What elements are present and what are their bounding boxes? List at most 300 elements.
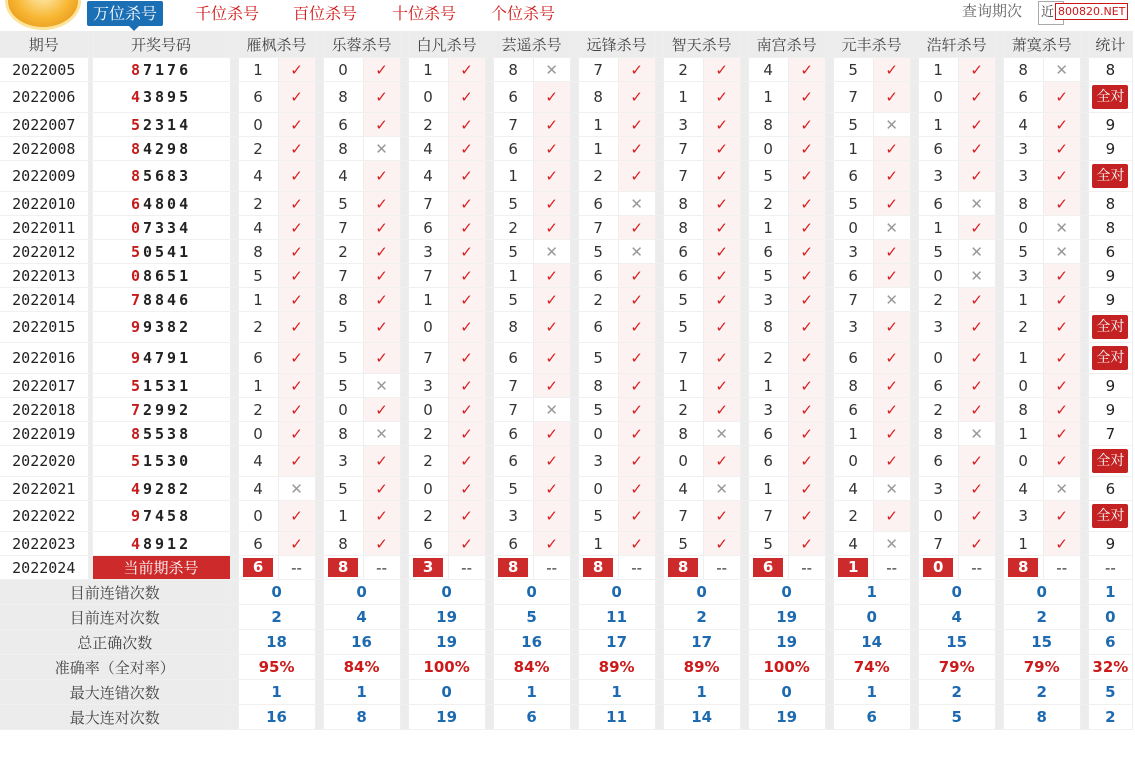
column-gap — [1080, 31, 1088, 58]
check-icon: ✓ — [533, 422, 570, 446]
column-gap — [400, 264, 408, 288]
kill-number: 1 — [748, 477, 788, 501]
column-gap — [740, 532, 748, 556]
period-cell: 2022008 — [0, 137, 88, 161]
column-gap — [1080, 501, 1088, 532]
kill-number: 7 — [323, 264, 363, 288]
draw-number — [92, 477, 230, 501]
draw-number — [92, 312, 230, 343]
period-cell: 2022014 — [0, 288, 88, 312]
column-gap — [570, 343, 578, 374]
check-icon: ✓ — [788, 240, 825, 264]
current-kill-cell — [918, 556, 958, 580]
column-gap — [740, 655, 748, 680]
column-gap — [485, 264, 493, 288]
column-gap — [570, 422, 578, 446]
kill-number: 0 — [663, 446, 703, 477]
column-gap — [485, 161, 493, 192]
kill-number: 0 — [833, 216, 873, 240]
kill-number: 1 — [493, 161, 533, 192]
column-gap — [230, 113, 238, 137]
kill-number: 0 — [408, 477, 448, 501]
check-icon: ✓ — [788, 192, 825, 216]
kill-number: 6 — [833, 161, 873, 192]
column-gap — [570, 58, 578, 82]
draw-number — [92, 343, 230, 374]
column-gap — [740, 113, 748, 137]
tab-ge[interactable]: 个位杀号 — [491, 4, 556, 23]
column-gap — [315, 161, 323, 192]
check-icon: ✓ — [533, 312, 570, 343]
kill-number: 1 — [408, 58, 448, 82]
check-icon: ✓ — [958, 398, 995, 422]
kill-number: 7 — [918, 532, 958, 556]
column-gap — [825, 580, 833, 605]
draw-rest-digits: 2992 — [142, 400, 192, 419]
column-gap — [825, 605, 833, 630]
check-icon: ✓ — [1043, 312, 1080, 343]
check-icon: ✓ — [278, 58, 315, 82]
column-gap — [400, 374, 408, 398]
column-gap — [825, 680, 833, 705]
query-period-select[interactable]: 近 — [1038, 1, 1064, 25]
column-gap — [995, 264, 1003, 288]
kill-number: 6 — [918, 374, 958, 398]
cross-icon: ✕ — [618, 192, 655, 216]
check-icon: ✓ — [788, 264, 825, 288]
summary-value: 19 — [408, 705, 485, 730]
check-icon: ✓ — [958, 113, 995, 137]
column-gap — [655, 705, 663, 730]
kill-number: 2 — [1003, 312, 1043, 343]
check-icon: ✓ — [958, 446, 995, 477]
column-gap — [400, 137, 408, 161]
tab-wan[interactable]: 万位杀号 — [87, 1, 163, 26]
column-gap — [400, 240, 408, 264]
kill-number: 5 — [748, 161, 788, 192]
kill-number: 3 — [663, 113, 703, 137]
column-gap — [230, 477, 238, 501]
column-gap — [570, 31, 578, 58]
kill-number: 0 — [578, 422, 618, 446]
kill-number: 7 — [663, 137, 703, 161]
current-kill-number: 8 — [1008, 558, 1038, 577]
table-row — [0, 58, 1133, 82]
header-expert-7: 元丰杀号 — [833, 31, 910, 58]
kill-number: 5 — [833, 113, 873, 137]
check-icon: ✓ — [618, 501, 655, 532]
check-icon: ✓ — [703, 532, 740, 556]
column-gap — [910, 161, 918, 192]
summary-row — [0, 655, 1133, 680]
check-icon: ✓ — [448, 477, 485, 501]
column-gap — [485, 312, 493, 343]
column-gap — [400, 398, 408, 422]
column-gap — [655, 446, 663, 477]
kill-number: 2 — [578, 288, 618, 312]
column-gap — [995, 137, 1003, 161]
pending-mark: -- — [618, 556, 655, 580]
column-gap — [570, 264, 578, 288]
check-icon: ✓ — [618, 58, 655, 82]
summary-value: 19 — [408, 605, 485, 630]
kill-number: 5 — [578, 240, 618, 264]
current-kill-number: 8 — [583, 558, 613, 577]
draw-first-digit: 4 — [130, 534, 143, 553]
check-icon: ✓ — [788, 477, 825, 501]
summary-value: 8 — [323, 705, 400, 730]
header-expert-5: 智天杀号 — [663, 31, 740, 58]
summary-value: 11 — [578, 605, 655, 630]
check-icon: ✓ — [958, 137, 995, 161]
check-icon: ✓ — [703, 82, 740, 113]
summary-value: 1 — [833, 580, 910, 605]
column-gap — [485, 605, 493, 630]
kill-number: 5 — [663, 532, 703, 556]
check-icon: ✓ — [873, 398, 910, 422]
stat-cell: 9 — [1088, 137, 1132, 161]
cross-icon: ✕ — [363, 137, 400, 161]
stat-cell: 8 — [1088, 192, 1132, 216]
column-gap — [570, 161, 578, 192]
kill-number: 6 — [493, 532, 533, 556]
kill-number: 2 — [663, 398, 703, 422]
period-cell: 2022021 — [0, 477, 88, 501]
column-gap — [910, 680, 918, 705]
check-icon: ✓ — [958, 288, 995, 312]
all-correct-badge: 全对 — [1092, 164, 1128, 188]
column-gap — [655, 477, 663, 501]
stat-cell: 9 — [1088, 532, 1132, 556]
check-icon: ✓ — [788, 422, 825, 446]
column-gap — [825, 532, 833, 556]
column-gap — [1080, 680, 1088, 705]
draw-rest-digits: 0541 — [142, 242, 192, 261]
kill-number: 3 — [833, 240, 873, 264]
summary-value: 15 — [918, 630, 995, 655]
kill-number: 6 — [493, 137, 533, 161]
tab-bai[interactable]: 百位杀号 — [293, 4, 358, 23]
column-gap — [910, 58, 918, 82]
cross-icon: ✕ — [703, 422, 740, 446]
draw-first-digit: 6 — [130, 194, 143, 213]
kill-number: 8 — [663, 192, 703, 216]
column-gap — [315, 31, 323, 58]
kill-number: 0 — [323, 58, 363, 82]
kill-number: 0 — [918, 343, 958, 374]
kill-number: 0 — [918, 264, 958, 288]
column-gap — [400, 501, 408, 532]
summary-stat: 32% — [1088, 655, 1132, 680]
column-gap — [485, 343, 493, 374]
column-gap — [230, 82, 238, 113]
check-icon: ✓ — [788, 374, 825, 398]
top-bar — [0, 0, 1135, 29]
column-gap — [825, 655, 833, 680]
tab-shi[interactable]: 十位杀号 — [392, 4, 457, 23]
kill-number: 1 — [918, 113, 958, 137]
kill-number: 4 — [238, 161, 278, 192]
check-icon: ✓ — [1043, 343, 1080, 374]
kill-number: 1 — [663, 82, 703, 113]
column-gap — [1080, 705, 1088, 730]
kill-number: 8 — [323, 288, 363, 312]
check-icon: ✓ — [448, 216, 485, 240]
check-icon: ✓ — [278, 82, 315, 113]
kill-number: 2 — [493, 216, 533, 240]
column-gap — [485, 532, 493, 556]
summary-value: 2 — [918, 680, 995, 705]
summary-stat: 6 — [1088, 630, 1132, 655]
stat-cell — [1088, 446, 1132, 477]
check-icon: ✓ — [278, 240, 315, 264]
column-gap — [655, 288, 663, 312]
table-row — [0, 446, 1133, 477]
kill-number: 7 — [493, 398, 533, 422]
column-gap — [995, 477, 1003, 501]
column-gap — [1080, 343, 1088, 374]
column-gap — [315, 374, 323, 398]
period-cell: 2022009 — [0, 161, 88, 192]
draw-rest-digits: 1531 — [142, 376, 192, 395]
column-gap — [655, 312, 663, 343]
column-gap — [910, 501, 918, 532]
summary-value: 1 — [833, 680, 910, 705]
header-stat: 统计 — [1088, 31, 1132, 58]
header-expert-1: 乐蓉杀号 — [323, 31, 400, 58]
period-cell: 2022011 — [0, 216, 88, 240]
kill-number: 6 — [918, 137, 958, 161]
draw-number — [92, 216, 230, 240]
current-kill-number: 8 — [498, 558, 528, 577]
kill-number: 1 — [663, 374, 703, 398]
column-gap — [740, 422, 748, 446]
kill-number: 5 — [323, 343, 363, 374]
draw-number — [92, 374, 230, 398]
kill-number: 7 — [408, 343, 448, 374]
kill-number: 8 — [918, 422, 958, 446]
column-gap — [740, 446, 748, 477]
column-gap — [485, 113, 493, 137]
check-icon: ✓ — [873, 137, 910, 161]
kill-number: 1 — [1003, 532, 1043, 556]
draw-first-digit: 7 — [130, 290, 143, 309]
kill-number: 2 — [408, 501, 448, 532]
check-icon: ✓ — [278, 501, 315, 532]
column-gap — [230, 312, 238, 343]
column-gap — [910, 312, 918, 343]
table-row — [0, 240, 1133, 264]
column-gap — [315, 58, 323, 82]
column-gap — [655, 422, 663, 446]
column-gap — [910, 82, 918, 113]
table-row — [0, 312, 1133, 343]
check-icon: ✓ — [958, 374, 995, 398]
kill-number: 5 — [493, 288, 533, 312]
kill-number: 2 — [238, 398, 278, 422]
column-gap — [910, 264, 918, 288]
column-gap — [1080, 556, 1088, 580]
column-gap — [910, 532, 918, 556]
column-gap — [740, 680, 748, 705]
column-gap — [1080, 374, 1088, 398]
column-gap — [315, 113, 323, 137]
column-gap — [315, 705, 323, 730]
tab-qian[interactable]: 千位杀号 — [195, 4, 260, 23]
check-icon: ✓ — [1043, 137, 1080, 161]
column-gap — [400, 216, 408, 240]
summary-stat: 2 — [1088, 705, 1132, 730]
column-gap — [655, 216, 663, 240]
cross-icon: ✕ — [1043, 216, 1080, 240]
check-icon: ✓ — [958, 477, 995, 501]
kill-number: 7 — [408, 192, 448, 216]
column-gap — [825, 113, 833, 137]
check-icon: ✓ — [278, 137, 315, 161]
all-correct-badge: 全对 — [1092, 449, 1128, 473]
check-icon: ✓ — [788, 501, 825, 532]
check-icon: ✓ — [1043, 422, 1080, 446]
column-gap — [825, 31, 833, 58]
kill-number: 4 — [238, 216, 278, 240]
column-gap — [400, 422, 408, 446]
check-icon: ✓ — [533, 192, 570, 216]
column-gap — [995, 312, 1003, 343]
current-kill-cell — [238, 556, 278, 580]
column-gap — [570, 82, 578, 113]
check-icon: ✓ — [363, 398, 400, 422]
column-gap — [995, 240, 1003, 264]
kill-number: 1 — [493, 264, 533, 288]
column-gap — [485, 192, 493, 216]
kill-number: 0 — [323, 398, 363, 422]
summary-value: 2 — [1003, 680, 1080, 705]
check-icon: ✓ — [278, 374, 315, 398]
kill-number: 1 — [578, 137, 618, 161]
column-gap — [910, 705, 918, 730]
kill-number: 4 — [748, 58, 788, 82]
draw-first-digit: 4 — [130, 88, 143, 106]
stat-cell: 6 — [1088, 477, 1132, 501]
kill-number: 5 — [578, 501, 618, 532]
summary-label: 总正确次数 — [0, 630, 230, 655]
check-icon: ✓ — [618, 216, 655, 240]
draw-rest-digits: 7176 — [142, 60, 192, 79]
draw-rest-digits: 8651 — [142, 266, 192, 285]
current-period: 2022024 — [0, 556, 88, 580]
column-gap — [1080, 82, 1088, 113]
column-gap — [315, 446, 323, 477]
kill-number: 1 — [578, 532, 618, 556]
summary-value: 19 — [748, 705, 825, 730]
cross-icon: ✕ — [278, 477, 315, 501]
summary-row — [0, 680, 1133, 705]
column-gap — [910, 605, 918, 630]
kill-number: 6 — [1003, 82, 1043, 113]
check-icon: ✓ — [618, 446, 655, 477]
column-gap — [995, 630, 1003, 655]
check-icon: ✓ — [703, 113, 740, 137]
kill-number: 7 — [578, 216, 618, 240]
header-expert-8: 浩轩杀号 — [918, 31, 995, 58]
column-gap — [910, 288, 918, 312]
pending-mark: -- — [788, 556, 825, 580]
table-row — [0, 82, 1133, 113]
check-icon: ✓ — [448, 192, 485, 216]
kill-number: 6 — [238, 532, 278, 556]
check-icon: ✓ — [873, 312, 910, 343]
kill-number: 8 — [833, 374, 873, 398]
check-icon: ✓ — [788, 343, 825, 374]
draw-rest-digits: 7458 — [142, 507, 192, 525]
column-gap — [570, 374, 578, 398]
header-expert-6: 南宫杀号 — [748, 31, 825, 58]
kill-number: 0 — [833, 446, 873, 477]
draw-first-digit: 5 — [130, 376, 143, 395]
header-expert-0: 雁枫杀号 — [238, 31, 315, 58]
check-icon: ✓ — [788, 137, 825, 161]
summary-value: 2 — [238, 605, 315, 630]
column-gap — [485, 288, 493, 312]
kill-number: 0 — [1003, 374, 1043, 398]
current-kill-cell — [833, 556, 873, 580]
summary-value: 6 — [493, 705, 570, 730]
cross-icon: ✕ — [958, 192, 995, 216]
column-gap — [485, 240, 493, 264]
column-gap — [910, 192, 918, 216]
draw-rest-digits: 2314 — [142, 115, 192, 134]
stat-cell: 9 — [1088, 264, 1132, 288]
check-icon: ✓ — [363, 192, 400, 216]
check-icon: ✓ — [1043, 288, 1080, 312]
stat-cell: 6 — [1088, 240, 1132, 264]
kill-number: 7 — [578, 58, 618, 82]
column-gap — [910, 580, 918, 605]
draw-rest-digits: 5683 — [142, 167, 192, 185]
kill-number: 1 — [1003, 422, 1043, 446]
kill-number: 3 — [493, 501, 533, 532]
kill-number: 8 — [1003, 192, 1043, 216]
stat-cell: 7 — [1088, 422, 1132, 446]
summary-row — [0, 705, 1133, 730]
column-gap — [570, 113, 578, 137]
column-gap — [315, 630, 323, 655]
check-icon: ✓ — [363, 477, 400, 501]
column-gap — [1080, 532, 1088, 556]
kill-number: 0 — [748, 137, 788, 161]
check-icon: ✓ — [788, 446, 825, 477]
check-icon: ✓ — [1043, 192, 1080, 216]
stat-cell: 8 — [1088, 216, 1132, 240]
kill-number: 8 — [1003, 398, 1043, 422]
kill-number: 3 — [323, 446, 363, 477]
cross-icon: ✕ — [1043, 58, 1080, 82]
draw-number — [92, 137, 230, 161]
summary-value: 5 — [493, 605, 570, 630]
column-gap — [230, 288, 238, 312]
draw-first-digit: 8 — [130, 167, 143, 185]
draw-rest-digits: 1530 — [142, 452, 192, 470]
check-icon: ✓ — [533, 343, 570, 374]
column-gap — [825, 477, 833, 501]
current-kill-number: 1 — [838, 558, 868, 577]
column-gap — [485, 422, 493, 446]
stat-cell: 9 — [1088, 113, 1132, 137]
kill-number: 5 — [323, 374, 363, 398]
header-row — [0, 31, 1133, 58]
kill-number: 5 — [493, 240, 533, 264]
check-icon: ✓ — [873, 192, 910, 216]
